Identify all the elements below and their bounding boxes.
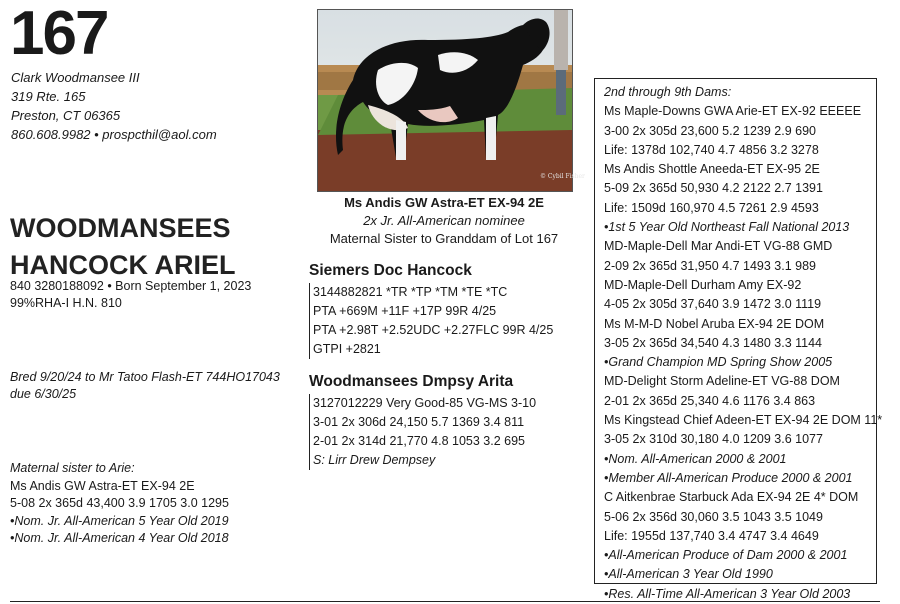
maternal-sister-block (10, 460, 229, 548)
dam-record-2: 2-01 2x 314d 21,770 4.8 1053 3.2 695 (313, 434, 525, 448)
sire-reg-line: 3144882821 *TR *TP *TM *TE *TC (313, 285, 508, 299)
dams-line: 5-06 2x 356d 30,060 3.5 1043 3.5 1049 (604, 509, 823, 524)
dams-line: •Res. All-Time All-American 3 Year Old 2003 (604, 586, 851, 601)
animal-name (10, 210, 236, 284)
registration-line: 840 3280188092 • Born September 1, 2023 (10, 279, 252, 293)
dams-line: C Aitkenbrae Starbuck Ada EX-94 2E 4* DOM (604, 490, 859, 505)
bred-line: Bred 9/20/24 to Mr Tatoo Flash-ET 744HO17043 (10, 370, 280, 384)
bottom-divider (10, 601, 880, 602)
caption-title: Ms Andis GW Astra-ET EX-94 2E (344, 195, 544, 210)
maternal-sister-heading: Maternal sister to Arie: (10, 461, 135, 475)
dams-line: Life: 1378d 102,740 4.7 4856 3.2 3278 (604, 142, 819, 157)
dam-record-1: 3-01 2x 306d 24,150 5.7 1369 3.4 811 (313, 415, 525, 429)
maternal-sister-award-1: •Nom. Jr. All-American 5 Year Old 2019 (10, 513, 229, 528)
dams-line: 2-01 2x 365d 25,340 4.6 1176 3.4 863 (604, 393, 816, 408)
consignor-name: Clark Woodmansee III (11, 70, 140, 85)
consignor-city: Preston, CT 06365 (11, 108, 121, 123)
dam-details (309, 394, 536, 470)
dams-line: 4-05 2x 305d 37,640 3.9 1472 3.0 1119 (604, 297, 822, 312)
dam-sire-line: S: Lirr Drew Dempsey (313, 453, 436, 467)
dam-block (309, 373, 536, 470)
dams-line: 2-09 2x 365d 31,950 4.7 1493 3.1 989 (604, 258, 816, 273)
sire-pta-line1: PTA +669M +11F +17P 99R 4/25 (313, 304, 497, 318)
dams-line: •Grand Champion MD Spring Show 2005 (604, 355, 833, 370)
dams-line: •All-American Produce of Dam 2000 & 2001 (604, 548, 848, 563)
animal-name-line1: WOODMANSEES (10, 213, 231, 243)
dam-reg-line: 3127012229 Very Good-85 VG-MS 3-10 (313, 396, 537, 410)
dams-line: Life: 1955d 137,740 3.4 4747 3.4 4649 (604, 528, 819, 543)
lot-number: 167 (10, 0, 108, 68)
dams-line: Ms M-M-D Nobel Aruba EX-94 2E DOM (604, 316, 825, 331)
dams-lines (604, 102, 883, 604)
dams-line: •All-American 3 Year Old 1990 (604, 567, 773, 582)
dams-line: MD-Maple-Dell Durham Amy EX-92 (604, 277, 802, 292)
dams-line: MD-Maple-Dell Mar Andi-ET VG-88 GMD (604, 239, 833, 254)
dams-line: Ms Kingstead Chief Adeen-ET EX-94 2E DOM 11* (604, 413, 883, 428)
breeding-info (10, 369, 280, 403)
sire-details (309, 283, 553, 359)
dams-line: Ms Maple-Downs GWA Arie-ET EX-92 EEEEE (604, 104, 862, 119)
holstein-cow-illustration (318, 10, 585, 191)
consignor-contact (11, 68, 217, 144)
photo-watermark: © Cybil Fisher (540, 173, 585, 180)
dams-box (594, 78, 883, 601)
maternal-sister-name: Ms Andis GW Astra-ET EX-94 2E (10, 478, 195, 493)
dams-line: •Member All-American Produce 2000 & 2001 (604, 470, 853, 485)
maternal-sister-record: 5-08 2x 365d 43,400 3.9 1705 3.0 1295 (10, 496, 229, 510)
dams-line: 3-05 2x 310d 30,180 4.0 1209 3.6 1077 (604, 432, 823, 447)
caption-line2: 2x Jr. All-American nominee (363, 213, 525, 228)
dam-name: Woodmansees Dmpsy Arita (309, 373, 514, 390)
sire-block (309, 262, 553, 359)
animal-info (10, 278, 251, 312)
caption-line3: Maternal Sister to Granddam of Lot 167 (329, 231, 559, 246)
dams-line: 3-00 2x 305d 23,600 5.2 1239 2.9 690 (604, 123, 816, 138)
maternal-sister-award-2: •Nom. Jr. All-American 4 Year Old 2018 (10, 531, 229, 545)
consignor-street: 319 Rte. 165 (11, 89, 86, 104)
consignor-phone-email: 860.608.9982 • prospcthil@aol.com (11, 127, 217, 142)
sire-name: Siemers Doc Hancock (309, 262, 472, 279)
photo-caption (317, 194, 571, 248)
dams-line: •Nom. All-American 2000 & 2001 (604, 451, 787, 466)
dams-line: 3-05 2x 365d 34,540 4.3 1480 3.3 1144 (604, 335, 823, 350)
sire-pta-line2: PTA +2.98T +2.52UDC +2.27FLC 99R 4/25 (313, 323, 554, 337)
cow-photo (317, 9, 585, 192)
sire-gtpi-line: GTPI +2821 (313, 342, 381, 356)
animal-name-line2: HANCOCK ARIEL (10, 250, 236, 280)
dams-heading: 2nd through 9th Dams: (604, 85, 732, 99)
dams-line: Life: 1509d 160,970 4.5 7261 2.9 4593 (604, 200, 819, 215)
due-line: due 6/30/25 (10, 387, 77, 401)
dams-line: •1st 5 Year Old Northeast Fall National 2013 (604, 220, 850, 235)
dams-line: 5-09 2x 365d 50,930 4.2 2122 2.7 1391 (604, 181, 823, 196)
dams-line: Ms Andis Shottle Aneeda-ET EX-95 2E (604, 162, 820, 177)
dams-line: MD-Delight Storm Adeline-ET VG-88 DOM (604, 374, 840, 389)
rha-line: 99%RHA-I H.N. 810 (10, 296, 122, 310)
